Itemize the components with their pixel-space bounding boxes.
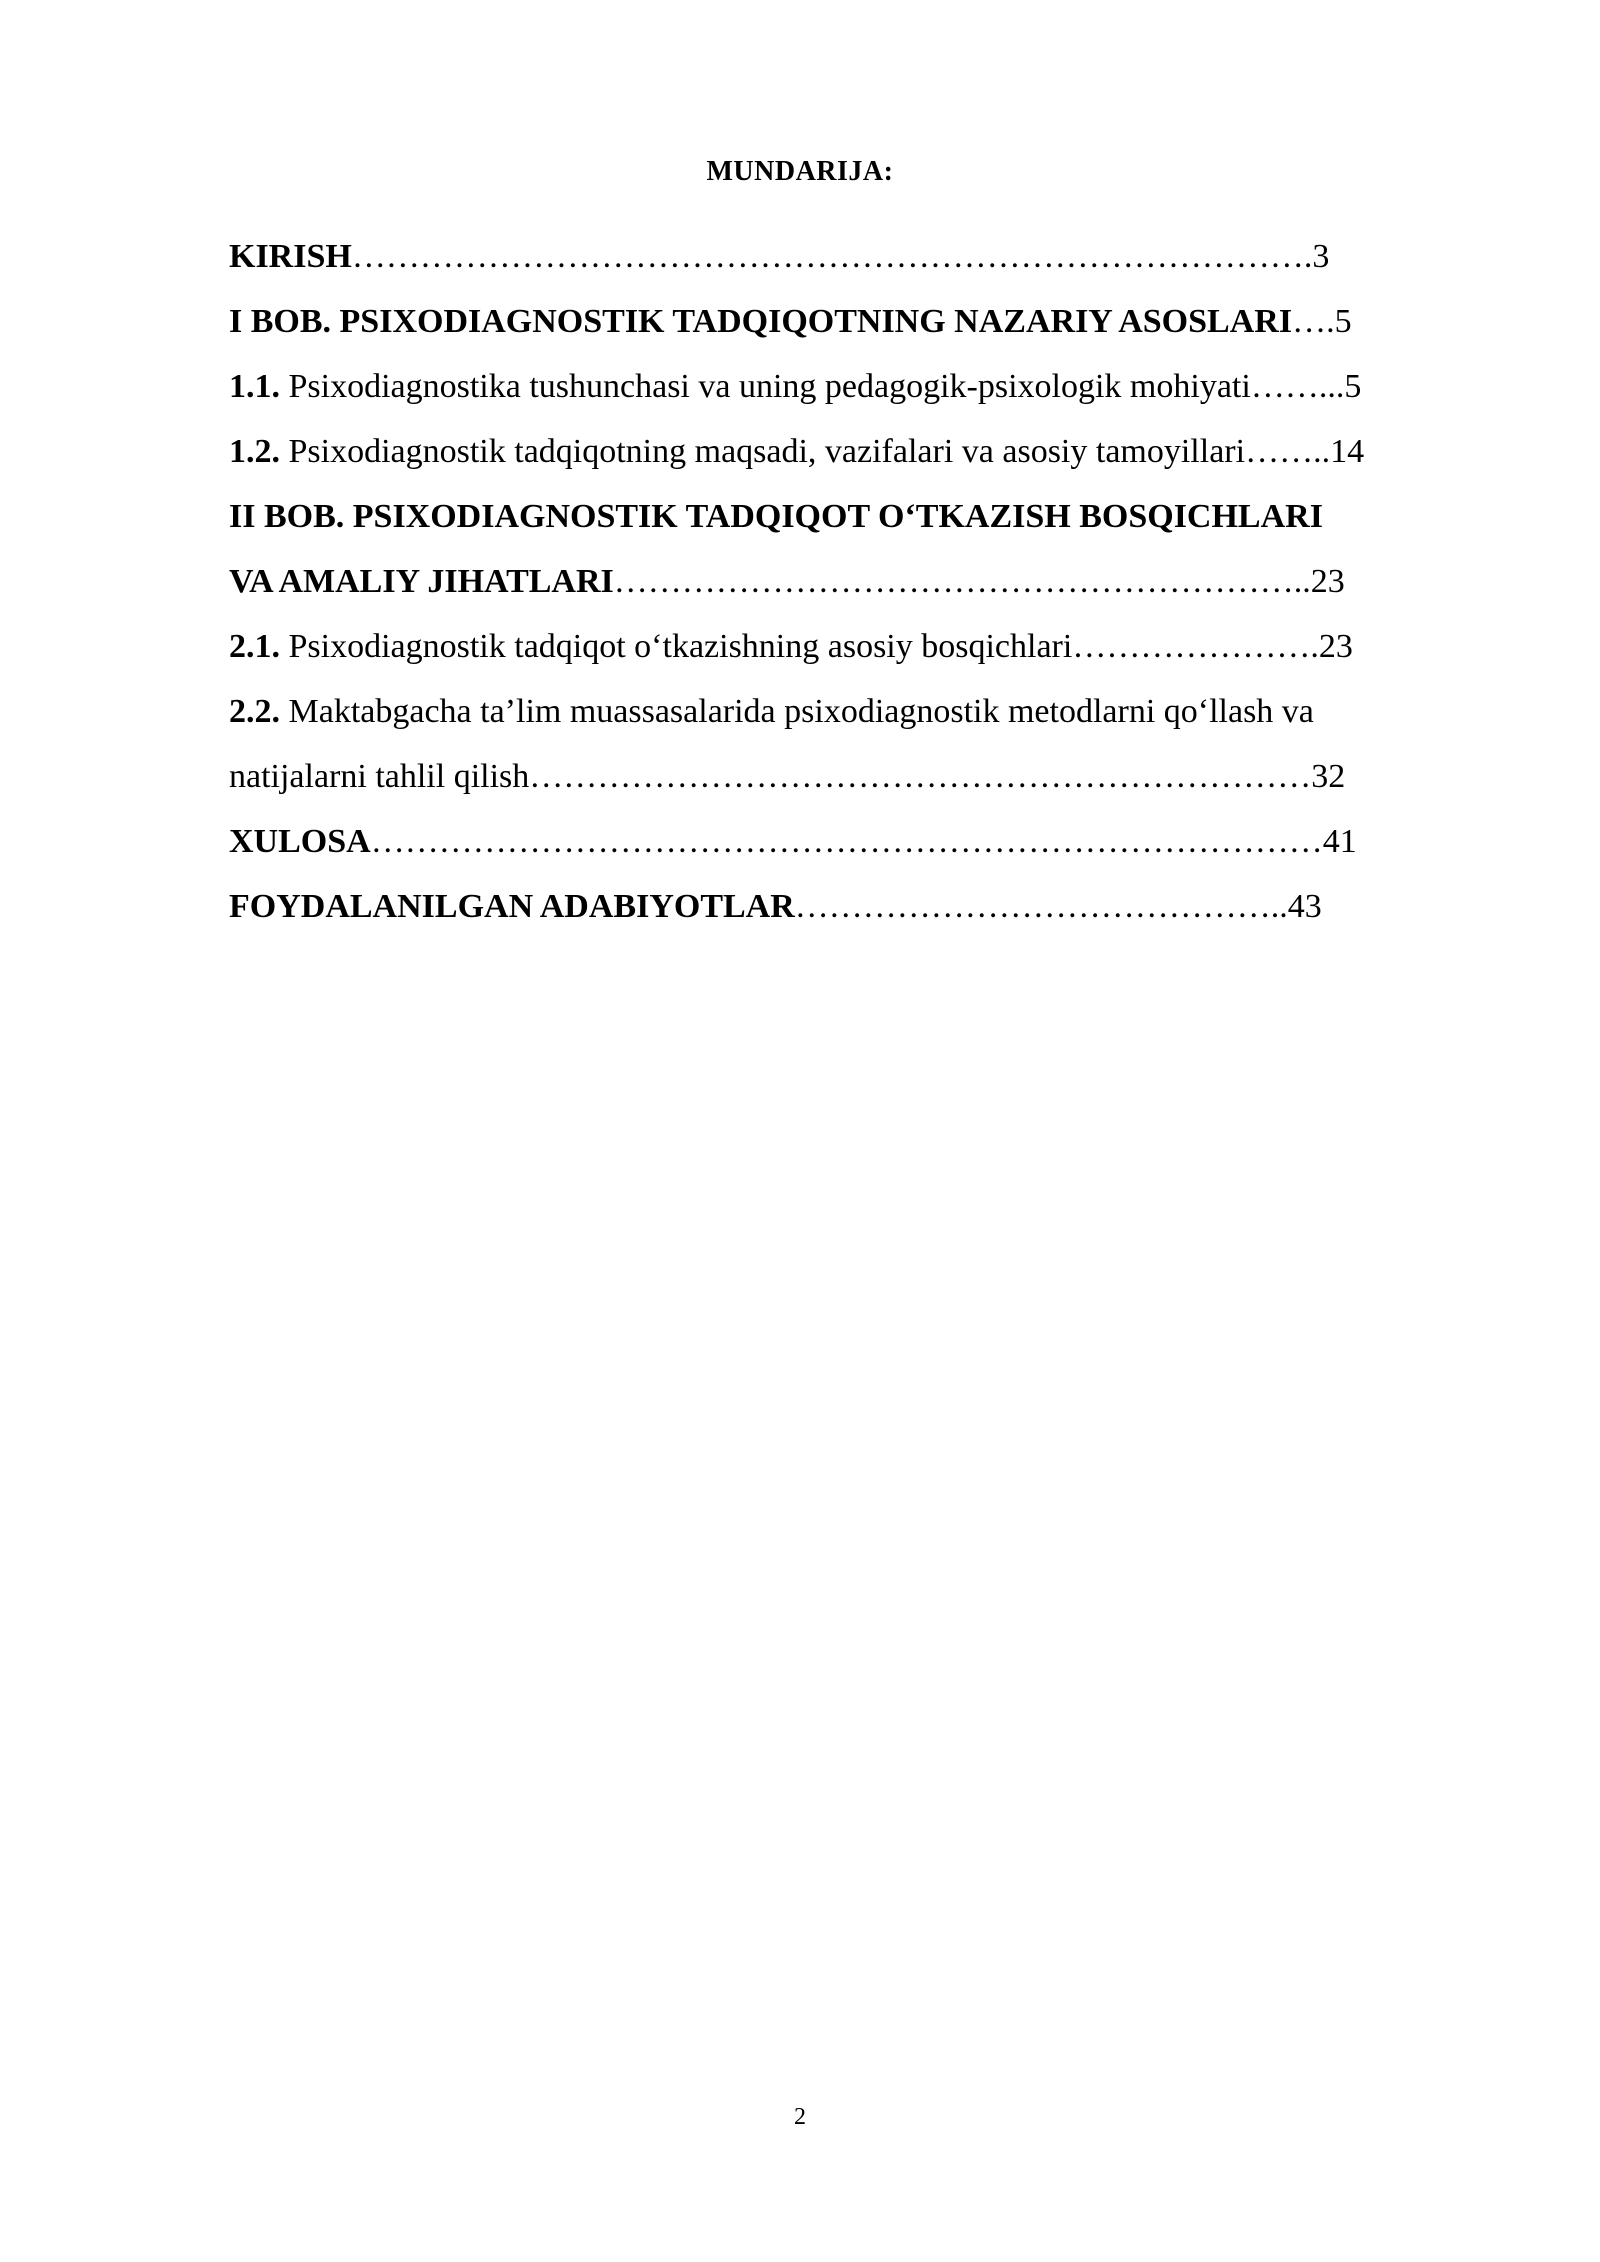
toc-page: 14 — [1330, 433, 1365, 470]
toc-leader: …. — [1292, 303, 1335, 340]
table-of-contents — [229, 224, 1484, 939]
toc-entry-section-2-1[interactable] — [229, 614, 1484, 679]
toc-leader: ……... — [1250, 368, 1345, 405]
toc-page: 23 — [1310, 563, 1345, 600]
toc-heading: KIRISH — [229, 238, 352, 275]
toc-text: Psixodiagnostika tushunchasi va uning pedagogik-psixologik mohiyati — [280, 368, 1251, 405]
toc-entry-section-2-2-line-2[interactable] — [229, 744, 1484, 809]
toc-page: 23 — [1318, 628, 1353, 665]
toc-heading: XULOSA — [229, 823, 371, 860]
toc-entry-kirish[interactable] — [229, 224, 1484, 289]
page-number: 2 — [794, 2104, 806, 2130]
toc-entry-chapter-2-line-1[interactable] — [229, 484, 1484, 549]
toc-leader: …………………………………………………………… — [529, 758, 1312, 795]
toc-text: natijalarni tahlil qilish — [229, 758, 530, 795]
toc-page: 43 — [1287, 888, 1322, 925]
toc-entry-section-1-2[interactable] — [229, 419, 1484, 484]
toc-entry-chapter-2-line-2[interactable] — [229, 549, 1484, 614]
toc-leader: …………………………………………………………………………. — [351, 238, 1313, 275]
toc-entry-section-1-1[interactable] — [229, 354, 1484, 419]
toc-leader: …………………………………….. — [794, 888, 1288, 925]
toc-text: Maktabgacha ta’lim muassasalarida psixodiagnostik metodlarni qo‘llash va — [280, 693, 1314, 730]
toc-heading: 1.1. — [229, 368, 280, 405]
toc-text: Psixodiagnostik tadqiqot o‘tkazishning asosiy bosqichlari — [280, 628, 1073, 665]
toc-entry-adabiyotlar[interactable] — [229, 874, 1484, 939]
toc-heading: 1.2. — [229, 433, 280, 470]
toc-entry-chapter-1[interactable] — [229, 289, 1484, 354]
page-title: MUNDARIJA: — [706, 156, 894, 187]
toc-heading: II BOB. PSIXODIAGNOSTIK TADQIQOT O‘TKAZISH BOSQICHLARI — [229, 498, 1323, 535]
toc-page: 3 — [1312, 238, 1330, 275]
toc-heading: VA AMALIY JIHATLARI — [229, 563, 614, 600]
toc-page: 5 — [1344, 368, 1362, 405]
toc-page: 5 — [1334, 303, 1352, 340]
toc-heading: FOYDALANILGAN ADABIYOTLAR — [229, 888, 795, 925]
toc-entry-section-2-2-line-1[interactable] — [229, 679, 1484, 744]
toc-heading: 2.2. — [229, 693, 280, 730]
toc-page: 41 — [1322, 823, 1357, 860]
toc-leader: …………………………………………………….. — [613, 563, 1311, 600]
toc-heading: I BOB. PSIXODIAGNOSTIK TADQIQOTNING NAZARIY ASOSLARI — [229, 303, 1293, 340]
toc-page: 32 — [1311, 758, 1346, 795]
toc-leader: …………………. — [1072, 628, 1319, 665]
toc-entry-xulosa[interactable] — [229, 809, 1484, 874]
toc-text: Psixodiagnostik tadqiqotning maqsadi, vazifalari va asosiy tamoyillari — [280, 433, 1246, 470]
toc-leader: ………………………………………………………………………… — [370, 823, 1323, 860]
toc-leader: …….. — [1245, 433, 1331, 470]
toc-heading: 2.1. — [229, 628, 280, 665]
